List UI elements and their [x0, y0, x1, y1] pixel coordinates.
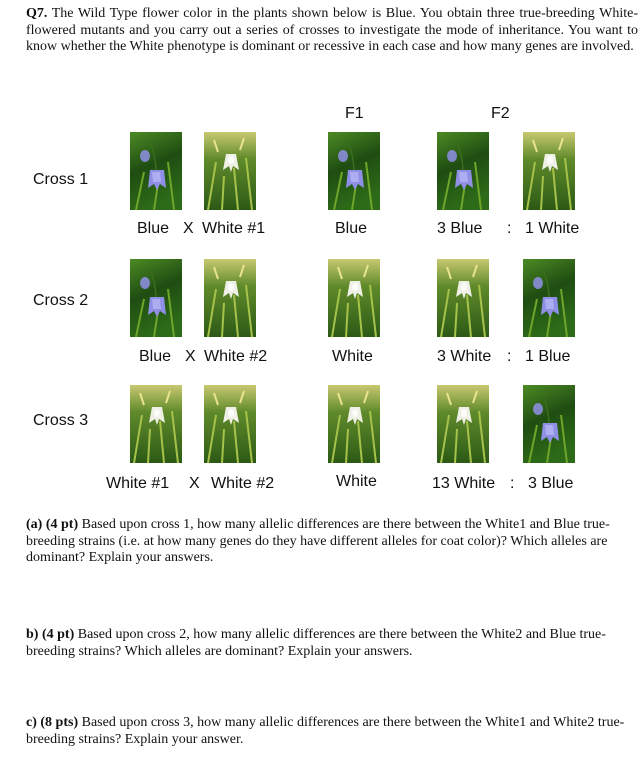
f1-header: F1	[345, 105, 364, 122]
part-c-question	[26, 715, 626, 748]
part-b-points: (4 pt)	[41, 627, 75, 642]
cross-2-f1-label: White	[332, 348, 373, 365]
cross-1-f1-label: Blue	[335, 220, 368, 237]
cross-3-x: X	[189, 475, 200, 492]
cross-1-parent1-label: Blue	[137, 220, 170, 237]
question-number: Q7.	[26, 6, 48, 21]
cross-1-label: Cross 1	[33, 171, 89, 188]
cross-3-f2-right: 3 Blue	[528, 475, 574, 492]
part-c-text: Based upon cross 3, how many allelic differences are there between the White1 and White2 true-breeding strains? Explain your answer.	[26, 715, 625, 747]
cross-1-f1-blue-flower-photo	[328, 132, 380, 210]
part-b-question	[26, 627, 626, 660]
cross-3-f1-label: White	[336, 473, 377, 490]
cross-1-parent2-white-flower-photo	[204, 132, 256, 210]
part-a-tag: (a)	[26, 517, 43, 532]
cross-2-f2-right: 1 Blue	[525, 348, 571, 365]
cross-1-f2-left: 3 Blue	[437, 220, 483, 237]
cross-3-label: Cross 3	[33, 412, 89, 429]
cross-2-parent2-label: White #2	[204, 348, 268, 365]
cross-1-parent2-label: White #1	[202, 220, 266, 237]
part-c-points: (8 pts)	[40, 715, 79, 730]
cross-1-f2-blue-flower-photo	[437, 132, 489, 210]
part-a-question	[26, 517, 626, 567]
cross-1-x: X	[183, 220, 194, 237]
cross-2-label: Cross 2	[33, 292, 89, 309]
cross-3-parent2-white-flower-photo	[204, 385, 256, 463]
cross-3-parent1-white-flower-photo	[130, 385, 182, 463]
f2-header: F2	[491, 105, 510, 122]
cross-2-parent2-white-flower-photo	[204, 259, 256, 337]
part-a-text: Based upon cross 1, how many allelic differences are there between the White1 and Blue true-breeding strains (i.e. at how many genes do they have different alleles for coat color)? Which alleles are dominant? Explain your answers.	[26, 517, 610, 565]
cross-2-parent1-label: Blue	[139, 348, 172, 365]
cross-1-f2-right: 1 White	[525, 220, 580, 237]
cross-2-f2-white-flower-photo	[437, 259, 489, 337]
cross-3-f2-blue-flower-photo	[523, 385, 575, 463]
cross-2-f2-blue-flower-photo	[523, 259, 575, 337]
cross-2-parent1-blue-flower-photo	[130, 259, 182, 337]
question-intro	[26, 6, 638, 56]
part-b-text: Based upon cross 2, how many allelic differences are there between the White2 and Blue true-breeding strains? Which alleles are dominant? Explain your answers.	[26, 627, 606, 659]
cross-3-parent1-label: White #1	[106, 475, 170, 492]
cross-2-f2-sep: :	[507, 348, 512, 365]
cross-1-f2-sep: :	[507, 220, 512, 237]
cross-3-f2-sep: :	[510, 475, 515, 492]
cross-1-parent1-blue-flower-photo	[130, 132, 182, 210]
part-b-tag: b)	[26, 627, 39, 642]
cross-2-f1-white-flower-photo	[328, 259, 380, 337]
cross-1-f2-white-flower-photo	[523, 132, 575, 210]
cross-2-f2-left: 3 White	[437, 348, 492, 365]
cross-2-x: X	[185, 348, 196, 365]
cross-3-f2-white-flower-photo	[437, 385, 489, 463]
question-text: The Wild Type flower color in the plants shown below is Blue. You obtain three true-breeding White-flowered mutants and you carry out a series of crosses to investigate the mode of inheritance. You want to know whether the White phenotype is dominant or recessive in each case and how many genes are involved.	[26, 6, 638, 54]
cross-3-f1-white-flower-photo	[328, 385, 380, 463]
part-a-points: (4 pt)	[45, 517, 79, 532]
part-c-tag: c)	[26, 715, 37, 730]
cross-3-f2-left: 13 White	[432, 475, 496, 492]
cross-3-parent2-label: White #2	[211, 475, 275, 492]
